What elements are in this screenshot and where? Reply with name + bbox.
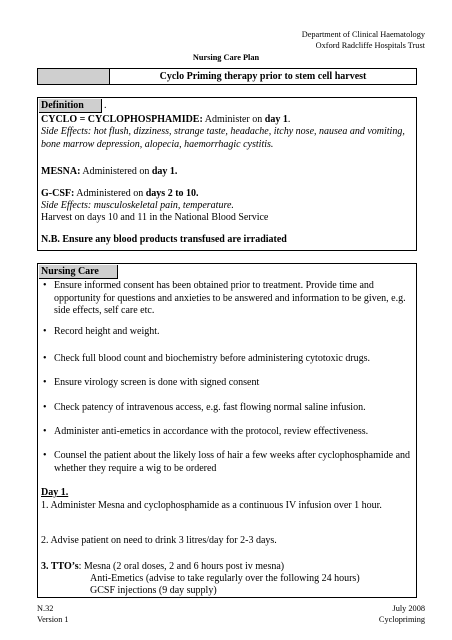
nursing-care-section <box>37 263 417 598</box>
bullet-text: Administer anti-emetics in accordance with the protocol, review effectiveness. <box>54 426 369 437</box>
bullet-icon: • <box>43 426 47 437</box>
mesna-line <box>41 166 413 179</box>
definition-dot: . <box>104 100 107 111</box>
gcsf-text: Administered on <box>74 188 146 199</box>
day1-heading: Day 1. <box>41 487 69 498</box>
bullet-text: Check full blood count and biochemistry before administering cytotoxic drugs. <box>54 353 371 364</box>
trust-name: Oxford Radcliffe Hospitals Trust <box>315 41 425 50</box>
list-item <box>43 353 419 366</box>
cyclo-label: CYCLO = CYCLOPHOSPHAMIDE: <box>41 114 203 125</box>
bullet-text: Check patency of intravenous access, e.g. fast flowing normal saline infusion. <box>54 402 366 413</box>
list-item <box>43 402 419 415</box>
gcsf-line <box>41 188 413 201</box>
document-code: N.32 <box>37 604 54 613</box>
cyclo-side-effects: Side Effects: hot flush, dizziness, strange taste, headache, itchy nose, nausea and vomiting, bone marrow depression, alopecia, haemorrhagic cystitis. <box>41 126 405 150</box>
cyclo-line <box>41 114 413 127</box>
bullet-icon: • <box>43 280 47 291</box>
bullet-icon: • <box>43 450 47 461</box>
document-date: July 2008 <box>392 604 425 613</box>
cyclo-text: Administer on <box>202 114 265 125</box>
list-item <box>43 426 419 439</box>
gcsf-label: G-CSF: <box>41 188 75 199</box>
mesna-text: Administered on <box>80 166 152 177</box>
bullet-icon: • <box>43 402 47 413</box>
bullet-text: Ensure virology screen is done with signed consent <box>54 377 260 388</box>
therapy-title-bar <box>37 68 417 85</box>
bullet-icon: • <box>43 326 47 337</box>
bullet-icon: • <box>43 377 47 388</box>
step-3-label: 3. TTO’s <box>41 561 79 572</box>
step-3 <box>41 561 413 574</box>
document-name: Cyclopriming <box>378 615 425 624</box>
mesna-label: MESNA: <box>41 166 81 177</box>
bullet-text: Record height and weight. <box>54 326 160 337</box>
nb-note: N.B. Ensure any blood products transfused are irradiated <box>41 234 287 245</box>
cyclo-end: . <box>287 114 291 125</box>
title-bar-shade <box>38 69 110 84</box>
bullet-text: Counsel the patient about the likely loss of hair a few weeks after cyclophosphamide and whether they require a wig to be ordered <box>54 450 411 474</box>
harvest-note: Harvest on days 10 and 11 in the National Blood Service <box>41 212 269 223</box>
gcsf-side-effects: Side Effects: musculoskeletal pain, temperature. <box>41 200 234 211</box>
footer-right <box>379 603 425 625</box>
step-2: 2. Advise patient on need to drink 3 litres/day for 2-3 days. <box>41 535 277 546</box>
department-name: Department of Clinical Haematology <box>301 30 425 39</box>
gcsf-days: days 2 to 10. <box>145 188 199 199</box>
list-item <box>43 326 419 339</box>
definition-section <box>37 97 417 251</box>
step-3-line-1: : Mesna (2 oral doses, 2 and 6 hours post iv mesna) <box>78 561 285 572</box>
therapy-title: Cyclo Priming therapy prior to stem cell harvest <box>110 69 416 84</box>
step-3-line-3: GCSF injections (9 day supply) <box>90 585 217 596</box>
mesna-day: day 1. <box>151 166 178 177</box>
list-item <box>43 280 419 318</box>
cyclo-day: day 1 <box>264 114 288 125</box>
step-1: 1. Administer Mesna and cyclophosphamide as a continuous IV infusion over 1 hour. <box>41 500 382 511</box>
plan-title: Nursing Care Plan <box>192 53 260 62</box>
nursing-care-heading: Nursing Care <box>39 265 118 279</box>
definition-heading: Definition <box>39 99 102 113</box>
list-item <box>43 450 419 475</box>
bullet-text: Ensure informed consent has been obtained prior to treatment. Provide time and opportunity for questions and anxieties to be answered and information to be given, e.g. side effects, self care etc. <box>54 280 406 317</box>
bullet-icon: • <box>43 353 47 364</box>
document-version: Version 1 <box>37 615 69 624</box>
list-item <box>43 377 419 390</box>
department-header <box>302 29 425 51</box>
step-3-line-2: Anti-Emetics (advise to take regularly over the following 24 hours) <box>90 573 360 584</box>
footer-left <box>37 603 69 625</box>
